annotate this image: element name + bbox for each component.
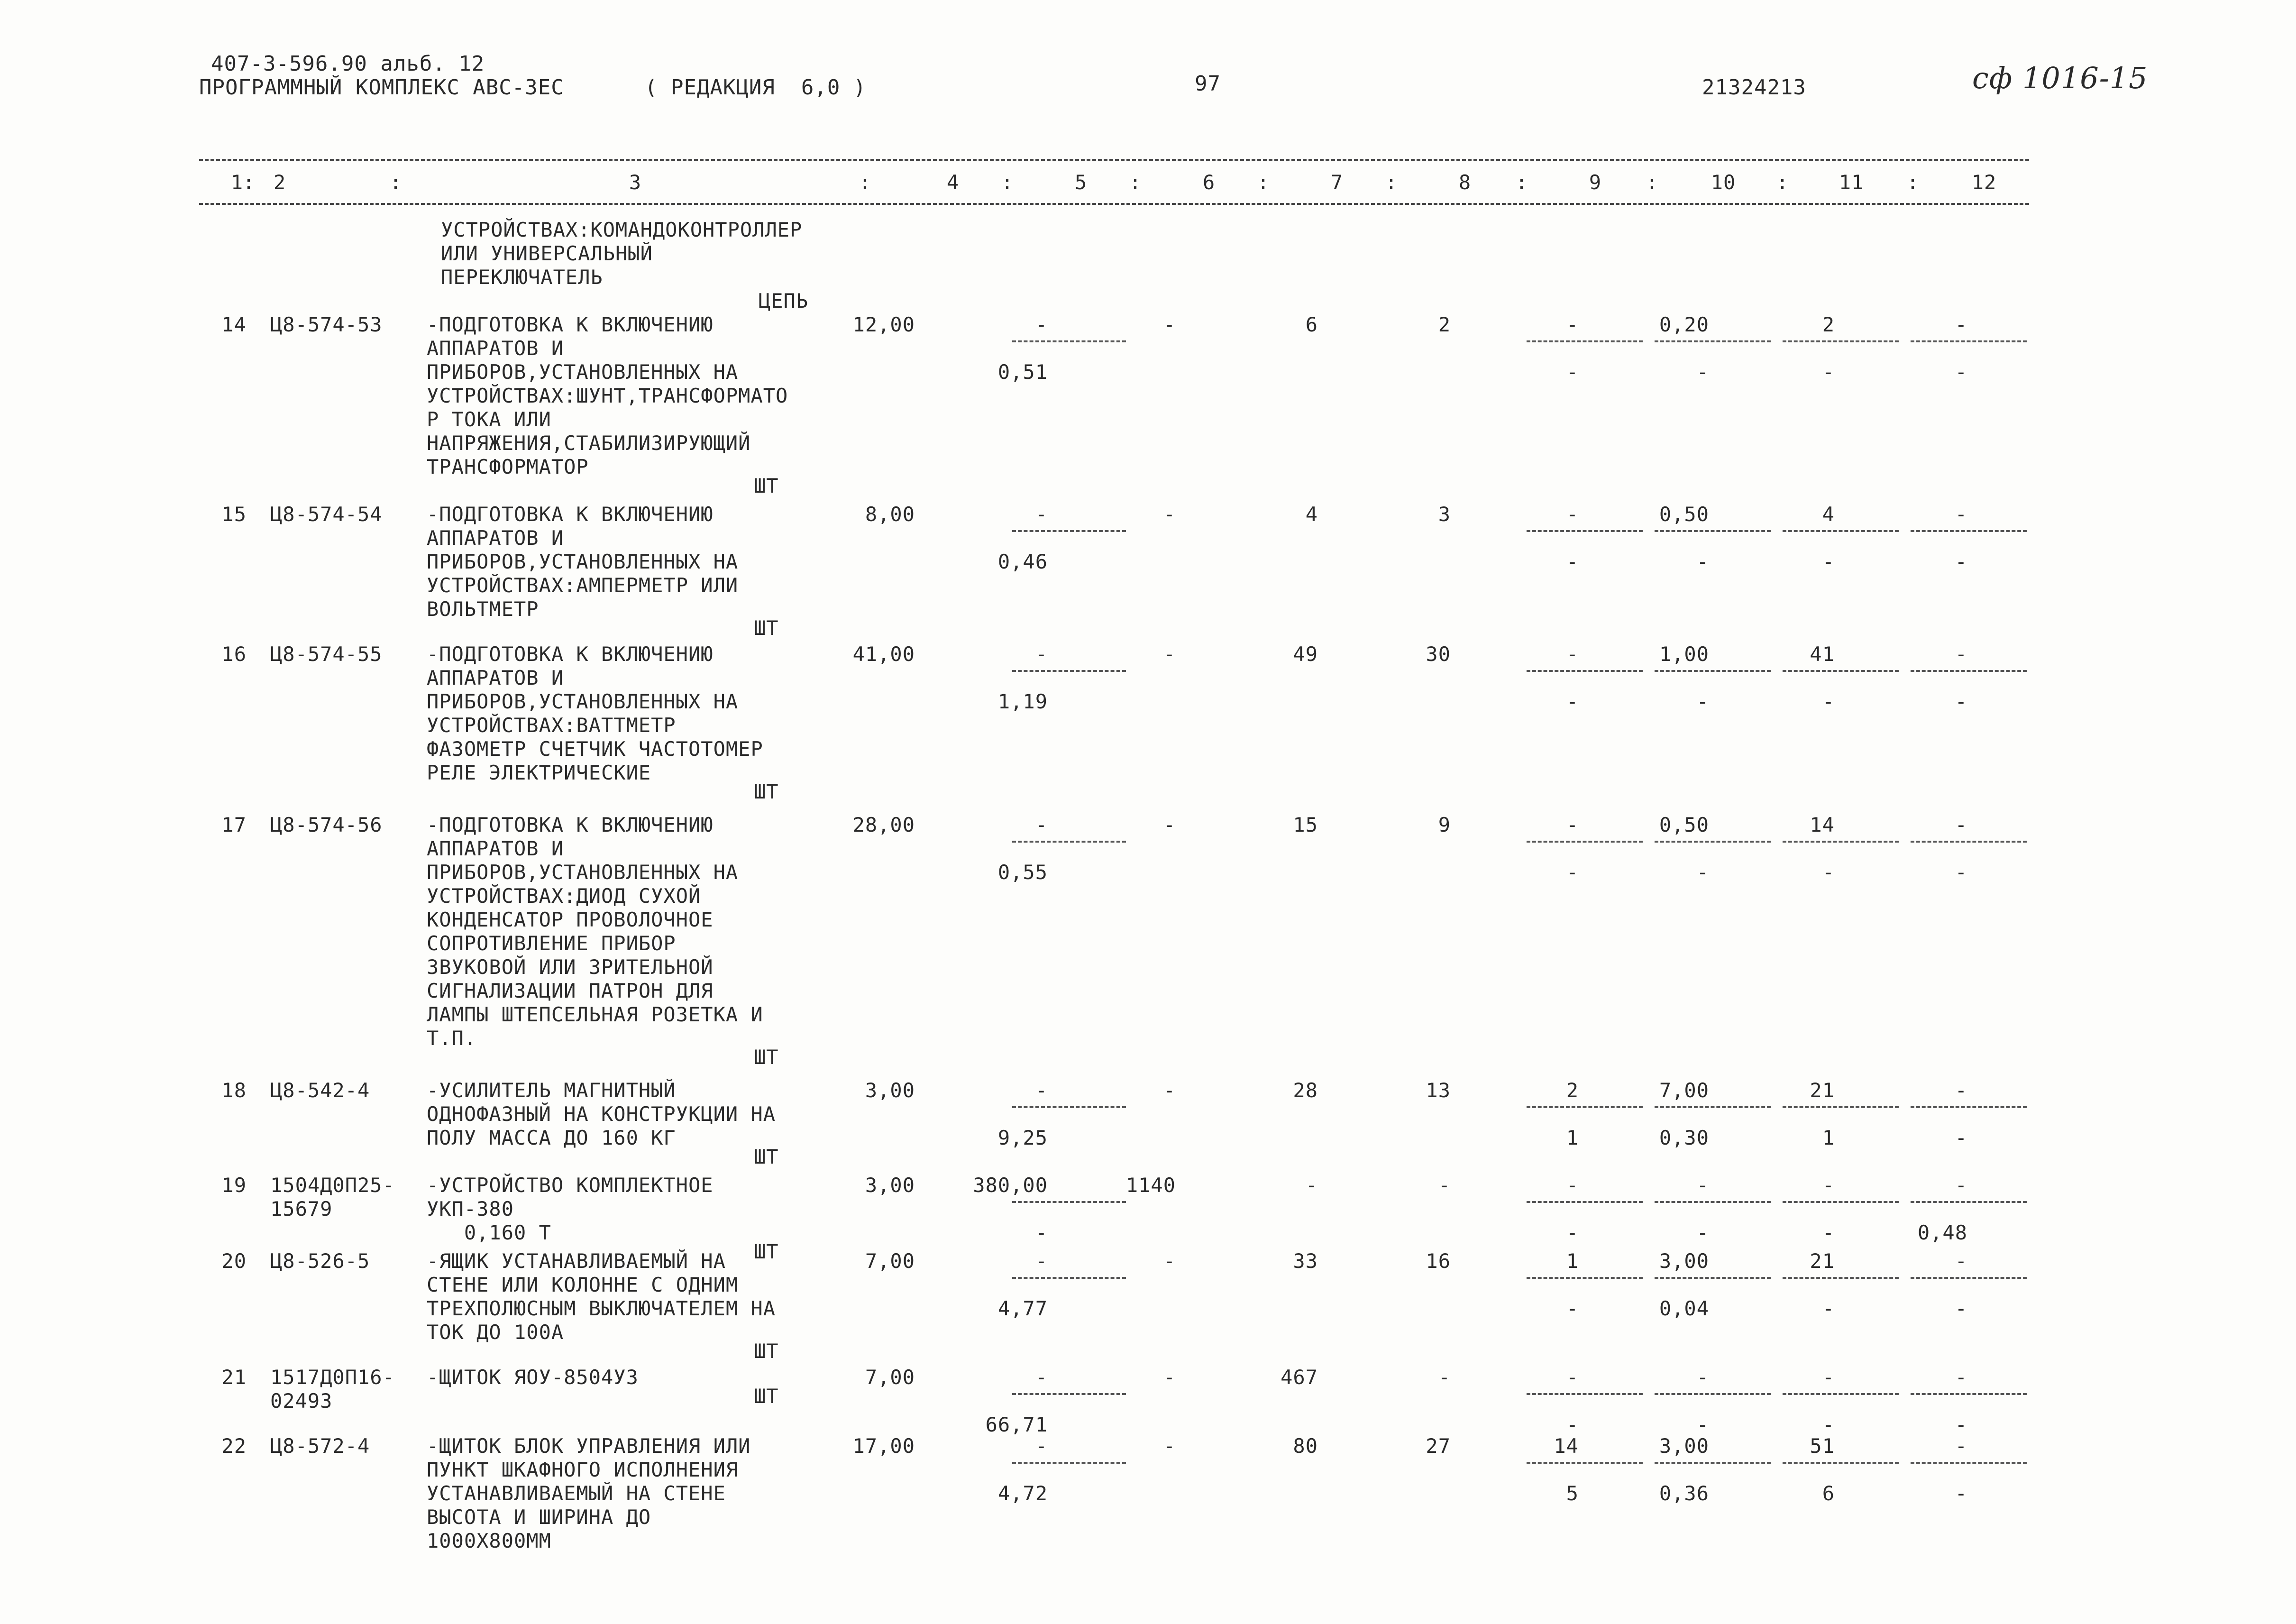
cell-c12: - xyxy=(1955,813,1967,836)
cell-c8: 2 xyxy=(1438,313,1451,336)
cell-c4: 7,00 xyxy=(865,1366,915,1389)
row-code: Ц8-574-54 xyxy=(270,503,383,526)
cell-c5-secondary: 9,25 xyxy=(997,1126,1048,1149)
row-description-line: УСТРОЙСТВАХ:ШУНТ,ТРАНСФОРМАТО xyxy=(427,384,788,407)
cell-c7: - xyxy=(1305,1174,1318,1197)
cell-c12-secondary: - xyxy=(1955,861,1967,884)
cell-c5-secondary: 0,51 xyxy=(997,360,1048,384)
row-description-line: Р ТОКА ИЛИ xyxy=(427,408,551,431)
cell-c12-secondary: - xyxy=(1955,690,1967,713)
value-divider xyxy=(1527,1393,1643,1395)
cell-c9: - xyxy=(1566,642,1579,666)
cell-c4: 12,00 xyxy=(852,313,915,336)
cell-c5-secondary: 1,19 xyxy=(997,690,1048,713)
row-number: 15 xyxy=(221,503,247,526)
value-divider xyxy=(1783,1462,1899,1464)
value-divider xyxy=(1527,841,1643,843)
cell-c7: 6 xyxy=(1305,313,1318,336)
cell-c11-secondary: 1 xyxy=(1822,1126,1835,1149)
column-separator: : xyxy=(242,171,256,194)
column-header-10: 10 xyxy=(1711,171,1736,194)
row-description-line: -ЩИТОК ЯОУ-8504У3 xyxy=(427,1366,639,1389)
value-divider xyxy=(1911,1393,2027,1395)
cell-c4: 8,00 xyxy=(865,503,915,526)
cell-c9: - xyxy=(1566,813,1579,836)
value-divider xyxy=(1783,1201,1899,1203)
cell-c12: - xyxy=(1955,313,1967,336)
cell-c12-secondary: 0,48 xyxy=(1917,1221,1967,1244)
value-divider xyxy=(1783,530,1899,532)
cell-c9: 2 xyxy=(1566,1079,1579,1102)
cell-c9: - xyxy=(1566,313,1579,336)
cell-c5: - xyxy=(1035,813,1048,836)
cell-c12-secondary: - xyxy=(1955,1413,1967,1436)
row-description-line: 1000Х800ММ xyxy=(427,1529,551,1552)
cell-c12-secondary: - xyxy=(1955,1297,1967,1320)
cell-c10-secondary: - xyxy=(1696,550,1709,573)
cell-c10: - xyxy=(1696,1366,1709,1389)
cell-c11: 51 xyxy=(1810,1434,1835,1458)
column-separator: : xyxy=(1129,171,1142,194)
cell-c9: - xyxy=(1566,1366,1579,1389)
row-description-line: Т.П. xyxy=(427,1027,477,1050)
row-description-line: ПРИБОРОВ,УСТАНОВЛЕННЫХ НА xyxy=(427,360,739,384)
row-code-continued: 15679 xyxy=(270,1197,333,1220)
column-header-12: 12 xyxy=(1971,171,1997,194)
value-divider xyxy=(1911,670,2027,672)
value-divider xyxy=(1527,340,1643,342)
row-description-line: 0,160 Т xyxy=(427,1221,551,1244)
value-divider xyxy=(1655,340,1771,342)
cell-c10-secondary: 0,36 xyxy=(1659,1482,1709,1505)
row-description-line: ПРИБОРОВ,УСТАНОВЛЕННЫХ НА xyxy=(427,690,739,713)
row-code: Ц8-542-4 xyxy=(270,1079,370,1102)
row-description-line: КОНДЕНСАТОР ПРОВОЛОЧНОЕ xyxy=(427,908,713,931)
column-separator: : xyxy=(859,171,872,194)
column-separator: : xyxy=(1906,171,1920,194)
cell-c11-secondary: - xyxy=(1822,1221,1835,1244)
row-number: 14 xyxy=(221,313,247,336)
cell-c11: 2 xyxy=(1822,313,1835,336)
value-divider xyxy=(1911,841,2027,843)
cell-c12: - xyxy=(1955,1249,1967,1273)
cell-c6: - xyxy=(1163,1366,1176,1389)
column-header-8: 8 xyxy=(1458,171,1472,194)
cell-c12-secondary: - xyxy=(1955,1126,1967,1149)
cell-c5: - xyxy=(1035,503,1048,526)
value-divider xyxy=(1911,530,2027,532)
continuation-line: ПЕРЕКЛЮЧАТЕЛЬ xyxy=(441,266,603,289)
column-separator: : xyxy=(1257,171,1270,194)
cell-c10-secondary: - xyxy=(1696,1413,1709,1436)
row-description-line: ЗВУКОВОЙ ИЛИ ЗРИТЕЛЬНОЙ xyxy=(427,955,713,979)
row-description-line: ОДНОФАЗНЫЙ НА КОНСТРУКЦИИ НА xyxy=(427,1102,776,1126)
column-header-7: 7 xyxy=(1330,171,1344,194)
value-divider xyxy=(1527,1201,1643,1203)
value-divider xyxy=(1012,1106,1126,1108)
row-code-continued: 02493 xyxy=(270,1389,333,1413)
cell-c11-secondary: - xyxy=(1822,550,1835,573)
cell-c6: - xyxy=(1163,1434,1176,1458)
row-unit: ШТ xyxy=(754,1046,779,1069)
cell-c10: 0,50 xyxy=(1659,503,1709,526)
cell-c12: - xyxy=(1955,1079,1967,1102)
row-number: 21 xyxy=(221,1366,247,1389)
row-description-line: АППАРАТОВ И xyxy=(427,837,564,860)
cell-c10-secondary: - xyxy=(1696,1221,1709,1244)
value-divider xyxy=(1655,1277,1771,1279)
cell-c5: - xyxy=(1035,1434,1048,1458)
cell-c10: - xyxy=(1696,1174,1709,1197)
row-code: 1517Д0П16- xyxy=(270,1366,395,1389)
row-unit: ШТ xyxy=(754,1385,779,1408)
row-description-line: ТРЕХПОЛЮСНЫМ ВЫКЛЮЧАТЕЛЕМ НА xyxy=(427,1297,776,1320)
cell-c4: 7,00 xyxy=(865,1249,915,1273)
row-number: 19 xyxy=(221,1174,247,1197)
column-header-5: 5 xyxy=(1074,171,1088,194)
cell-c8: 27 xyxy=(1426,1434,1451,1458)
column-header-11: 11 xyxy=(1839,171,1864,194)
cell-c10: 0,50 xyxy=(1659,813,1709,836)
cell-c9-secondary: - xyxy=(1566,1413,1579,1436)
cell-c9-secondary: - xyxy=(1566,360,1579,384)
value-divider xyxy=(1655,530,1771,532)
cell-c9-secondary: 5 xyxy=(1566,1482,1579,1505)
row-description-line: ВЫСОТА И ШИРИНА ДО xyxy=(427,1505,651,1529)
value-divider xyxy=(1012,340,1126,342)
row-description-line: ТОК ДО 100А xyxy=(427,1321,564,1344)
value-divider xyxy=(1012,1277,1126,1279)
value-divider xyxy=(1911,1201,2027,1203)
cell-c9-secondary: - xyxy=(1566,550,1579,573)
cell-c6: - xyxy=(1163,503,1176,526)
cell-c10-secondary: - xyxy=(1696,861,1709,884)
continuation-line: ИЛИ УНИВЕРСАЛЬНЫЙ xyxy=(441,242,653,265)
value-divider xyxy=(1783,841,1899,843)
row-unit: ШТ xyxy=(754,474,779,497)
row-description-line: -ПОДГОТОВКА К ВКЛЮЧЕНИЮ xyxy=(427,313,713,336)
cell-c5-secondary: 0,46 xyxy=(997,550,1048,573)
cell-c11: - xyxy=(1822,1366,1835,1389)
value-divider xyxy=(1911,340,2027,342)
row-number: 17 xyxy=(221,813,247,836)
row-description-line: СИГНАЛИЗАЦИИ ПАТРОН ДЛЯ xyxy=(427,979,713,1002)
value-divider xyxy=(1655,670,1771,672)
row-description-line: -ЩИТОК БЛОК УПРАВЛЕНИЯ ИЛИ xyxy=(427,1434,751,1458)
cell-c12-secondary: - xyxy=(1955,550,1967,573)
value-divider xyxy=(1012,530,1126,532)
row-description-line: УСТРОЙСТВАХ:ВАТТМЕТР xyxy=(427,714,676,737)
column-separator: : xyxy=(1385,171,1398,194)
row-description-line: АППАРАТОВ И xyxy=(427,526,564,550)
cell-c11-secondary: 6 xyxy=(1822,1482,1835,1505)
cell-c9: 1 xyxy=(1566,1249,1579,1273)
row-description-line: АППАРАТОВ И xyxy=(427,666,564,689)
row-description-line: СТЕНЕ ИЛИ КОЛОННЕ С ОДНИМ xyxy=(427,1273,739,1296)
cell-c10: 0,20 xyxy=(1659,313,1709,336)
row-number: 22 xyxy=(221,1434,247,1458)
cell-c11: 21 xyxy=(1810,1249,1835,1273)
cell-c6: - xyxy=(1163,313,1176,336)
cell-c4: 3,00 xyxy=(865,1174,915,1197)
cell-c11: 4 xyxy=(1822,503,1835,526)
cell-c8: - xyxy=(1438,1174,1451,1197)
cell-c12-secondary: - xyxy=(1955,1482,1967,1505)
row-description-line: НАПРЯЖЕНИЯ,СТАБИЛИЗИРУЮЩИЙ xyxy=(427,431,751,455)
column-header-6: 6 xyxy=(1202,171,1216,194)
value-divider xyxy=(1655,1201,1771,1203)
cell-c10: 3,00 xyxy=(1659,1249,1709,1273)
cell-c6: - xyxy=(1163,1249,1176,1273)
value-divider xyxy=(1783,340,1899,342)
value-divider xyxy=(1783,1393,1899,1395)
edition: ( РЕДАКЦИЯ 6,0 ) xyxy=(645,75,867,100)
row-description-line: РЕЛЕ ЭЛЕКТРИЧЕСКИЕ xyxy=(427,761,651,784)
column-header-9: 9 xyxy=(1589,171,1602,194)
value-divider xyxy=(1911,1462,2027,1464)
value-divider xyxy=(1012,670,1126,672)
cell-c4: 41,00 xyxy=(852,642,915,666)
page-number: 97 xyxy=(1195,72,1221,96)
value-divider xyxy=(1911,1277,2027,1279)
cell-c6: - xyxy=(1163,813,1176,836)
value-divider xyxy=(1012,1393,1126,1395)
row-unit: ШТ xyxy=(754,616,779,640)
cell-c11: 41 xyxy=(1810,642,1835,666)
cell-c11-secondary: - xyxy=(1822,1297,1835,1320)
row-description-line: ВОЛЬТМЕТР xyxy=(427,597,539,621)
value-divider xyxy=(1012,841,1126,843)
cell-c5-secondary: 0,55 xyxy=(997,861,1048,884)
row-description-line: СОПРОТИВЛЕНИЕ ПРИБОР xyxy=(427,932,676,955)
row-description-line: ПУНКТ ШКАФНОГО ИСПОЛНЕНИЯ xyxy=(427,1458,739,1481)
header-rule-bottom xyxy=(199,203,2029,205)
cell-c8: 13 xyxy=(1426,1079,1451,1102)
document-code: 21324213 xyxy=(1702,75,1806,100)
row-code: Ц8-574-56 xyxy=(270,813,383,836)
handwritten-note: сф 1016-15 xyxy=(1972,61,2148,95)
program-title: ПРОГРАММНЫЙ КОМПЛЕКС АВС-ЗЕС xyxy=(199,75,564,100)
cell-c7: 49 xyxy=(1293,642,1318,666)
cell-c5: - xyxy=(1035,313,1048,336)
cell-c12: - xyxy=(1955,1366,1967,1389)
row-description-line: ЛАМПЫ ШТЕПСЕЛЬНАЯ РОЗЕТКА И xyxy=(427,1003,763,1026)
value-divider xyxy=(1527,1462,1643,1464)
cell-c7: 33 xyxy=(1293,1249,1318,1273)
value-divider xyxy=(1527,1277,1643,1279)
value-divider xyxy=(1655,1462,1771,1464)
value-divider xyxy=(1527,1106,1643,1108)
row-description-line: АППАРАТОВ И xyxy=(427,337,564,360)
cell-c5: - xyxy=(1035,1079,1048,1102)
cell-c10: 3,00 xyxy=(1659,1434,1709,1458)
row-description-line: -ПОДГОТОВКА К ВКЛЮЧЕНИЮ xyxy=(427,503,713,526)
row-description-line: -ПОДГОТОВКА К ВКЛЮЧЕНИЮ xyxy=(427,642,713,666)
cell-c5: - xyxy=(1035,1366,1048,1389)
header-rule-top xyxy=(199,159,2029,161)
cell-c5-secondary: 4,72 xyxy=(997,1482,1048,1505)
cell-c8: 30 xyxy=(1426,642,1451,666)
row-unit: ШТ xyxy=(754,780,779,803)
column-separator: : xyxy=(1515,171,1528,194)
column-header-3: 3 xyxy=(629,171,642,194)
value-divider xyxy=(1783,670,1899,672)
row-code: Ц8-526-5 xyxy=(270,1249,370,1273)
cell-c12: - xyxy=(1955,642,1967,666)
row-description-line: -ПОДГОТОВКА К ВКЛЮЧЕНИЮ xyxy=(427,813,713,836)
cell-c11: - xyxy=(1822,1174,1835,1197)
value-divider xyxy=(1655,1393,1771,1395)
value-divider xyxy=(1012,1201,1126,1203)
row-number: 18 xyxy=(221,1079,247,1102)
cell-c9-secondary: - xyxy=(1566,1221,1579,1244)
row-code: Ц8-574-53 xyxy=(270,313,383,336)
cell-c10: 7,00 xyxy=(1659,1079,1709,1102)
cell-c9: - xyxy=(1566,1174,1579,1197)
column-header-1: 1 xyxy=(230,171,244,194)
row-description-line: УСТРОЙСТВАХ:ДИОД СУХОЙ xyxy=(427,884,701,908)
column-separator: : xyxy=(1646,171,1659,194)
cell-c8: 16 xyxy=(1426,1249,1451,1273)
cell-c10: 1,00 xyxy=(1659,642,1709,666)
cell-c5-secondary: - xyxy=(1035,1221,1048,1244)
row-description-line: ПРИБОРОВ,УСТАНОВЛЕННЫХ НА xyxy=(427,550,739,573)
value-divider xyxy=(1783,1277,1899,1279)
row-unit: ШТ xyxy=(754,1240,779,1263)
cell-c7: 80 xyxy=(1293,1434,1318,1458)
cell-c10-secondary: - xyxy=(1696,360,1709,384)
cell-c11-secondary: - xyxy=(1822,861,1835,884)
row-description-line: -УСТРОЙСТВО КОМПЛЕКТНОЕ xyxy=(427,1174,713,1197)
row-code: Ц8-572-4 xyxy=(270,1434,370,1458)
row-code: 1504Д0П25- xyxy=(270,1174,395,1197)
cell-c8: 9 xyxy=(1438,813,1451,836)
cell-c5-secondary: 66,71 xyxy=(985,1413,1048,1436)
column-separator: : xyxy=(1001,171,1014,194)
value-divider xyxy=(1783,1106,1899,1108)
row-unit: ШТ xyxy=(754,1340,779,1363)
cell-c6: - xyxy=(1163,642,1176,666)
row-code: Ц8-574-55 xyxy=(270,642,383,666)
row-description-line: ФАЗОМЕТР СЧЕТЧИК ЧАСТОТОМЕР xyxy=(427,737,763,761)
cell-c10-secondary: 0,04 xyxy=(1659,1297,1709,1320)
value-divider xyxy=(1012,1462,1126,1464)
cell-c4: 3,00 xyxy=(865,1079,915,1102)
row-description-line: УСТРОЙСТВАХ:АМПЕРМЕТР ИЛИ xyxy=(427,574,739,597)
cell-c11-secondary: - xyxy=(1822,360,1835,384)
column-separator: : xyxy=(1776,171,1789,194)
row-number: 20 xyxy=(221,1249,247,1273)
cell-c11-secondary: - xyxy=(1822,690,1835,713)
cell-c10-secondary: - xyxy=(1696,690,1709,713)
row-description-line: -ЯЩИК УСТАНАВЛИВАЕМЫЙ НА xyxy=(427,1249,726,1273)
cell-c9: - xyxy=(1566,503,1579,526)
cell-c10-secondary: 0,30 xyxy=(1659,1126,1709,1149)
continuation-line: УСТРОЙСТВАХ:КОМАНДОКОНТРОЛЛЕР xyxy=(441,218,803,241)
cell-c5: - xyxy=(1035,642,1048,666)
cell-c12: - xyxy=(1955,1174,1967,1197)
cell-c7: 28 xyxy=(1293,1079,1318,1102)
value-divider xyxy=(1655,841,1771,843)
value-divider xyxy=(1527,530,1643,532)
cell-c9-secondary: - xyxy=(1566,1297,1579,1320)
row-number: 16 xyxy=(221,642,247,666)
cell-c11: 14 xyxy=(1810,813,1835,836)
value-divider xyxy=(1655,1106,1771,1108)
cell-c7: 467 xyxy=(1281,1366,1318,1389)
cell-c7: 15 xyxy=(1293,813,1318,836)
column-header-2: 2 xyxy=(273,171,286,194)
cell-c9-secondary: 1 xyxy=(1566,1126,1579,1149)
cell-c12: - xyxy=(1955,1434,1967,1458)
cell-c7: 4 xyxy=(1305,503,1318,526)
cell-c9-secondary: - xyxy=(1566,861,1579,884)
row-unit: ШТ xyxy=(754,1145,779,1168)
cell-c11: 21 xyxy=(1810,1079,1835,1102)
row-description-line: УКП-380 xyxy=(427,1197,514,1220)
column-separator: : xyxy=(389,171,402,194)
cell-c4: 17,00 xyxy=(852,1434,915,1458)
cell-c6: - xyxy=(1163,1079,1176,1102)
row-description-line: ПРИБОРОВ,УСТАНОВЛЕННЫХ НА xyxy=(427,861,739,884)
doc-code: 407-3-596.90 альб. 12 xyxy=(211,52,485,76)
cell-c9: 14 xyxy=(1554,1434,1579,1458)
value-divider xyxy=(1911,1106,2027,1108)
cell-c5: 380,00 xyxy=(973,1174,1048,1197)
value-divider xyxy=(1527,670,1643,672)
cell-c11-secondary: - xyxy=(1822,1413,1835,1436)
cell-c9-secondary: - xyxy=(1566,690,1579,713)
row-description-line: ПОЛУ МАССА ДО 160 КГ xyxy=(427,1126,676,1149)
cell-c5: - xyxy=(1035,1249,1048,1273)
cell-c8: 3 xyxy=(1438,503,1451,526)
row-description-line: ТРАНСФОРМАТОР xyxy=(427,455,589,478)
cell-c4: 28,00 xyxy=(852,813,915,836)
cell-c12-secondary: - xyxy=(1955,360,1967,384)
cell-c5-secondary: 4,77 xyxy=(997,1297,1048,1320)
column-header-4: 4 xyxy=(946,171,960,194)
cell-c6: 1140 xyxy=(1125,1174,1176,1197)
row-description-line: УСТАНАВЛИВАЕМЫЙ НА СТЕНЕ xyxy=(427,1482,726,1505)
row-description-line: -УСИЛИТЕЛЬ МАГНИТНЫЙ xyxy=(427,1079,676,1102)
unit-label: ЦЕПЬ xyxy=(759,289,809,312)
cell-c8: - xyxy=(1438,1366,1451,1389)
cell-c12: - xyxy=(1955,503,1967,526)
